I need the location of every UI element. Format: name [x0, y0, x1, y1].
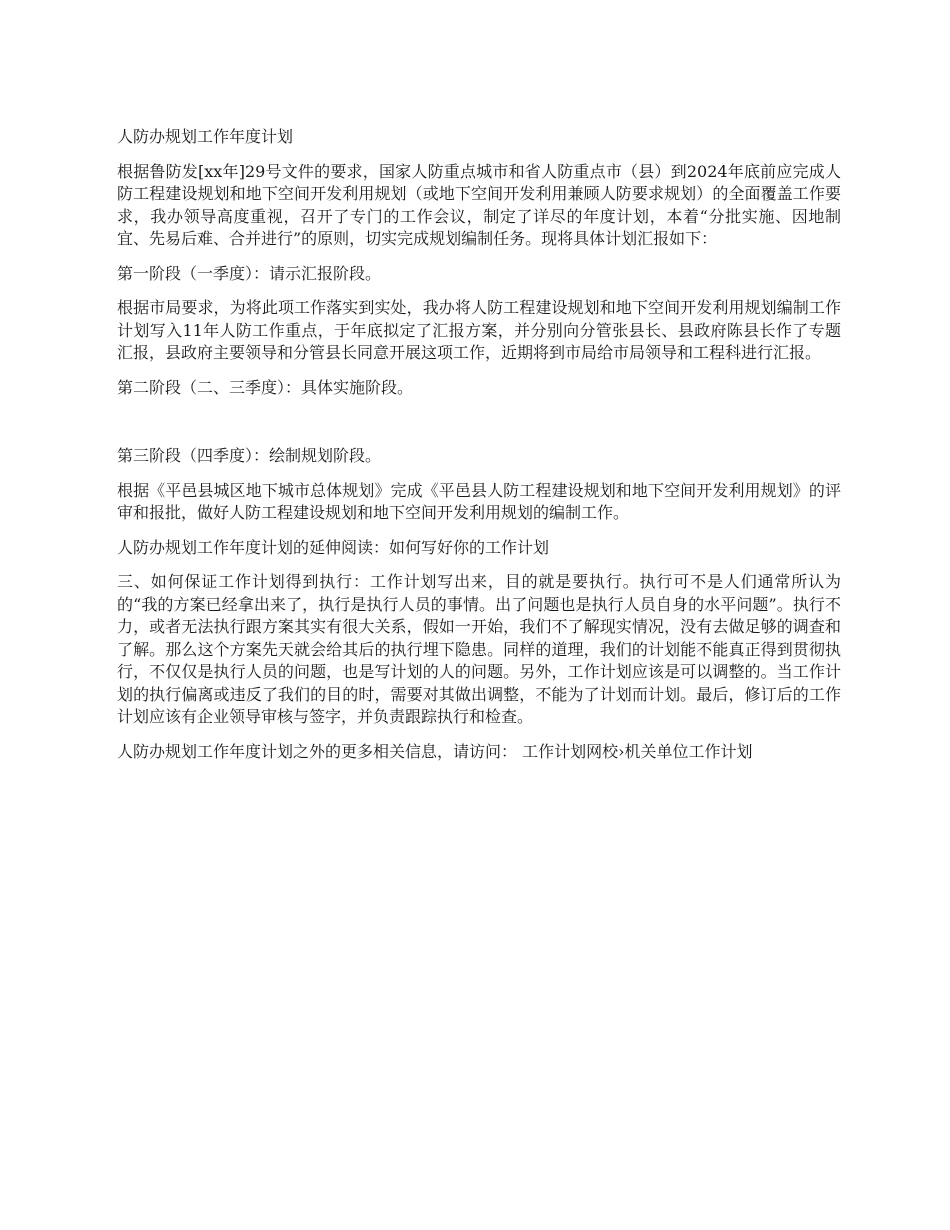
stage2-heading: 第二阶段（二、三季度）：具体实施阶段。	[117, 377, 414, 397]
document-page	[117, 126, 841, 775]
stage1-heading: 第一阶段（一季度）：请示汇报阶段。	[117, 263, 382, 283]
stage3-heading: 第三阶段（四季度）：绘制规划阶段。	[117, 446, 382, 465]
link-work-plan-school[interactable]: 工作计划网校	[522, 741, 619, 761]
link-separator: ›	[618, 741, 625, 761]
more-info-line	[117, 741, 841, 764]
stage3-paragraph: 根据《平邑县城区地下城市总体规划》完成《平邑县人防工程建设规划和地下空间开发利用规划》的评审和报批，做好人防工程建设规划和地下空间开发利用规划的编制工作。	[117, 480, 841, 522]
extended-reading-heading: 人防办规划工作年度计划的延伸阅读：如何写好你的工作计划	[117, 537, 550, 557]
intro-paragraph: 根据鲁防发[xx年]29号文件的要求，国家人防重点城市和省人防重点市（县）到2024年底前应完成人防工程建设规划和地下空间开发利用规划（或地下空间开发利用兼顾人防要求规划）的全面覆盖工作要求，我办领导高度重视，召开了专门的工作会议，制定了详尽的年度计划，本着“分批实施、因地制宜、先易后难、合并进行”的原则，切实完成规划编制任务。现将具体计划汇报如下：	[117, 161, 841, 248]
blank-spacer	[117, 411, 841, 445]
link-institution-work-plan[interactable]: 机关单位工作计划	[624, 741, 753, 761]
more-info-prefix: 人防办规划工作年度计划之外的更多相关信息，请访问：	[117, 741, 518, 761]
document-title: 人防办规划工作年度计划	[117, 127, 294, 146]
extended-reading-paragraph: 三、如何保证工作计划得到执行：工作计划写出来，目的就是要执行。执行可不是人们通常所认为的“我的方案已经拿出来了，执行是执行人员的事情。出了问题也是执行人员自身的水平问题”。执行不力，或者无法执行跟方案其实有很大关系，假如一开始，我们不了解现实情况，没有去做足够的调查和了解。那么这个方案先天就会给其后的执行埋下隐患。同样的道理，我们的计划能不能真正得到贯彻执行，不仅仅是执行人员的问题，也是写计划的人的问题。另外，工作计划应该是可以调整的。当工作计划的执行偏离或违反了我们的目的时，需要对其做出调整，不能为了计划而计划。最后，修订后的工作计划应该有企业领导审核与签字，并负责跟踪执行和检查。	[117, 572, 841, 726]
stage1-paragraph: 根据市局要求，为将此项工作落实到实处，我办将人防工程建设规划和地下空间开发利用规划编制工作计划写入11年人防工作重点，于年底拟定了汇报方案，并分别向分管张县长、县政府陈县长作了专题汇报，县政府主要领导和分管县长同意开展这项工作，近期将到市局给市局领导和工程科进行汇报。	[117, 298, 841, 362]
